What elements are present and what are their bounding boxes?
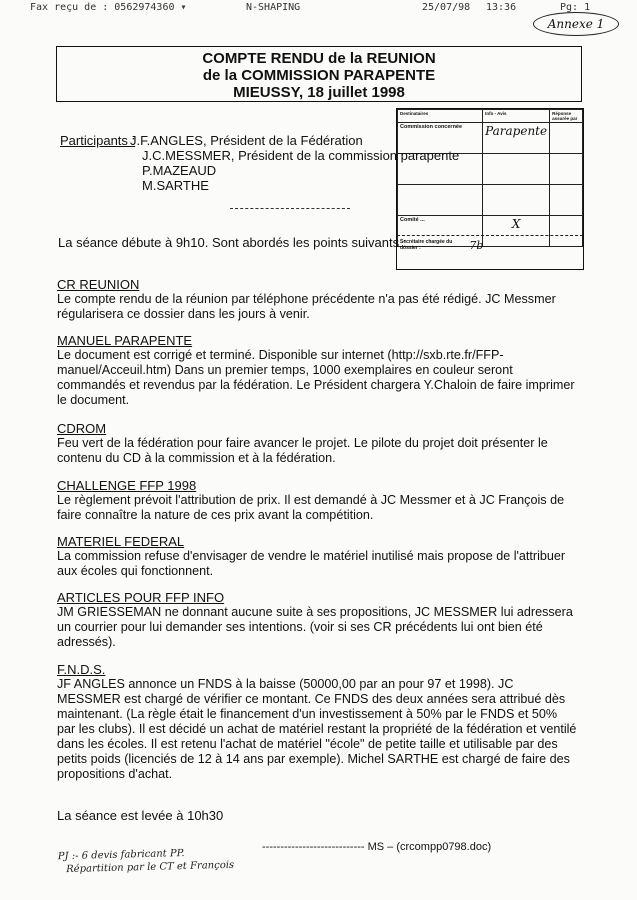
title-line-3: MIEUSSY, 18 juillet 1998 (233, 84, 405, 101)
title-line-2: de la COMMISSION PARAPENTE (202, 67, 436, 84)
participant: J.F.ANGLES, Président de la Fédération (130, 133, 363, 148)
handwritten-note (58, 846, 235, 877)
section-heading: CHALLENGE FFP 1998 (57, 478, 197, 493)
fax-page: Pg: 1 (560, 2, 591, 13)
stamp-footer-value: 7b (469, 239, 484, 252)
title-box (56, 46, 582, 102)
section-manuel-parapente (57, 333, 577, 408)
section-heading: CDROM (57, 421, 107, 436)
stamp-row-reply (550, 123, 583, 154)
section-heading: F.N.D.S. (57, 662, 106, 677)
separator (230, 208, 350, 209)
stamp-row-label: Commission concernée (398, 123, 483, 154)
section-materiel (57, 534, 577, 579)
section-cdrom (57, 421, 577, 466)
stamp-row-info (483, 185, 550, 216)
stamp-row-info: Parapente (483, 123, 550, 154)
section-heading: MANUEL PARAPENTE (57, 333, 193, 348)
participant: M.SARTHE (142, 178, 209, 193)
fax-time: 13:36 (486, 2, 517, 13)
intro-text: La séance débute à 9h10. Sont abordés les points suivants : (58, 235, 407, 250)
stamp-header: Destinataires (398, 110, 483, 123)
handwritten-line: Répartition par le CT et François (66, 859, 235, 876)
section-heading: MATERIEL FEDERAL (57, 534, 185, 549)
section-body: JF ANGLES annonce un FNDS à la baisse (50000,00 par an pour 97 et 1998). JC MESSMER est chargé de vérifier ce montant. Ce FNDS des deux années sera attribué dès maintenant. (La règle était le financement d'un investissement à 50% par le FNDS et 50% par les clubs). Il est décidé un achat de matériel restant la propriété de la fédération et ventilé dans les écoles. Il est retenu l'achat de matériel "école" de petite taille et utilisable par des petits poids (licenciés de 12 à 14 ans par exemple). Michel SARTHE est chargé de faire des propositions d'achat. (57, 677, 577, 781)
section-challenge (57, 478, 577, 523)
participant: J.C.MESSMER, Président de la commission parapente (142, 148, 460, 163)
stamp-row-reply (550, 154, 583, 185)
fax-header (30, 2, 617, 16)
fax-date: 25/07/98 (422, 2, 471, 13)
stamp-row-info (483, 154, 550, 185)
section-body: Le document est corrigé et terminé. Disponible sur internet (http://sxb.rte.fr/FFP-manuel/Acceuil.htm) Dans un premier temps, 1000 exemplaires en couleur seront commandés et revendus par la fédération. Le Président chargera Y.Chaloin de faire imprimer le document. (57, 348, 575, 407)
stamp-row-label: Comité ... (398, 216, 483, 247)
section-body: Feu vert de la fédération pour faire avancer le projet. Le pilote du projet doit présenter le contenu du CD à la commission et à la fédération. (57, 436, 548, 465)
document-reference: ---------------------------- MS – (crcompp0798.doc) (262, 841, 492, 853)
participant: P.MAZEAUD (142, 163, 217, 178)
stamp-header: Info - Avis (483, 110, 550, 123)
stamp-row-info: X (483, 216, 550, 247)
title-line-1: COMPTE RENDU de la REUNION (202, 50, 436, 67)
closing-text: La séance est levée à 10h30 (57, 808, 224, 823)
section-cr-reunion (57, 277, 577, 322)
fax-name: N-SHAPING (246, 2, 301, 13)
section-fnds (57, 662, 577, 782)
stamp-header: Réponse assurée par (550, 110, 583, 123)
section-body: Le règlement prévoit l'attribution de prix. Il est demandé à JC Messmer et à JC François de faire connaître la nature de ces prix avant la compétition. (57, 493, 565, 522)
participants-names (130, 133, 459, 193)
annex-label: Annexe 1 (533, 12, 619, 36)
stamp-footer (397, 235, 583, 269)
section-articles (57, 590, 577, 650)
handwritten-line: PJ :- 6 devis fabricant PP. (57, 847, 185, 863)
section-body: JM GRIESSEMAN ne donnant aucune suite à ses propositions, JC MESSMER lui adressera un courrier pour lui demander ses intentions. (voir si ses CR précédents lui ont bien été adressés). (57, 605, 573, 649)
section-heading: CR REUNION (57, 277, 140, 292)
fax-sender: Fax reçu de : 0562974360 ▾ (30, 2, 187, 13)
section-body: La commission refuse d'envisager de vendre le matériel inutilisé mais propose de l'attribuer aux écoles qui fonctionnent. (57, 549, 566, 578)
section-heading: ARTICLES POUR FFP INFO (57, 590, 225, 605)
stamp-footer-label: Secrétaire chargée du dossier : (400, 239, 453, 251)
section-body: Le compte rendu de la réunion par téléphone précédente n'a pas été rédigé. JC Messmer régularisera ce dossier dans les jours à venir. (57, 292, 556, 321)
participants-label: Participants : (60, 133, 136, 148)
stamp-row-reply (550, 185, 583, 216)
